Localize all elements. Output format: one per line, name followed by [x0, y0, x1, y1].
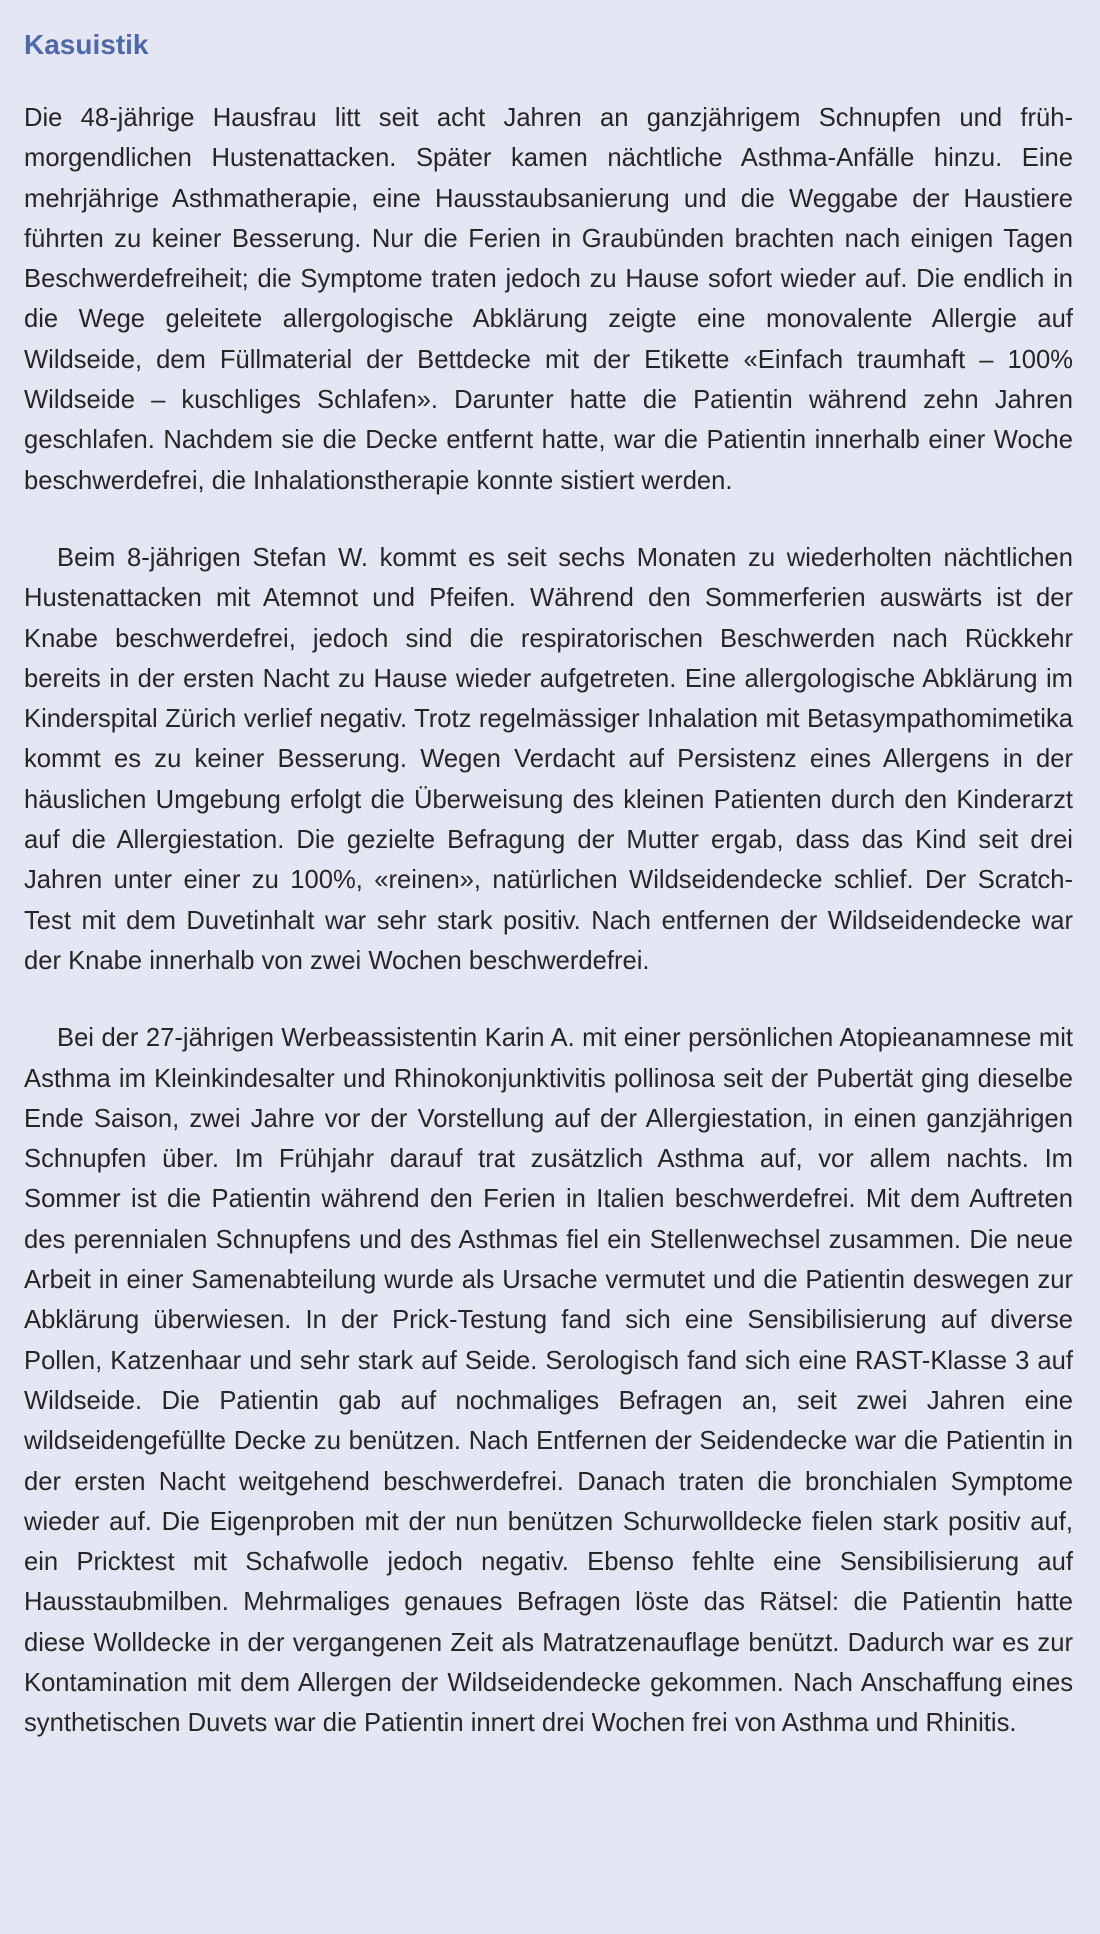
case-paragraph-3: Bei der 27-jährigen Werbeassistentin Karin A. mit einer persönlichen Atopieanamnese mit Asthma im Kleinkindesalter und Rhinokonjunktivitis pollinosa seit der Pubertät ging dieselbe Ende Saison, zwei Jahre vor der Vorstellung auf der Allergiestation, in einen ganzjährigen Schnupfen über. Im Frühjahr darauf trat zusätzlich Asthma auf, vor allem nachts. Im Sommer ist die Patientin während den Ferien in Italien beschwerdefrei. Mit dem Auftreten des perennialen Schnupfens und des Asthmas fiel ein Stellenwechsel zusammen. Die neue Arbeit in einer Samenabteilung wurde als Ursache vermutet und die Patientin deswegen zur Abklärung überwiesen. In der Prick-Testung fand sich eine Sensibilisierung auf diverse Pollen, Katzenhaar und sehr stark auf Seide. Serologisch fand sich eine RAST-Klasse 3 auf Wildseide. Die Patientin gab auf nochmaliges Befragen an, seit zwei Jahren eine wildseidengefüllte Decke zu benützen. Nach Entfernen der Seidendecke war die Patientin in der ersten Nacht weitgehend beschwerdefrei. Danach traten die bronchialen Symptome wieder auf. Die Eigenproben mit der nun benützen Schurwolldecke fielen stark positiv auf, ein Pricktest mit Schafwolle jedoch negativ. Ebenso fehlte eine Sensibilisierung auf Hausstaubmilben. Mehrmaliges genaues Befragen löste das Rätsel: die Patientin hatte diese Wolldecke in der vergangenen Zeit als Matratzenauflage benützt. Dadurch war es zur Kontamination mit dem Allergen der Wildseidendecke gekommen. Nach Anschaffung eines synthetischen Duvets war die Patientin innert drei Wochen frei von Asthma und Rhinitis.	[24, 1024, 1073, 1738]
paragraph-spacer	[24, 501, 1073, 538]
paragraph-spacer	[24, 981, 1073, 1018]
case-paragraph-2: Beim 8-jährigen Stefan W. kommt es seit sechs Monaten zu wiederholten nächtlichen Hustenattacken mit Atemnot und Pfeifen. Während den Sommerferien auswärts ist der Knabe beschwerdefrei, jedoch sind die respiratorischen Beschwerden nach Rückkehr bereits in der ersten Nacht zu Hause wieder aufgetreten. Eine allergologische Abklärung im Kinderspital Zürich verlief negativ. Trotz regelmässiger Inhalation mit Betasympathomimetika kommt es zu keiner Besserung. Wegen Verdacht auf Persistenz eines Allergens in der häuslichen Umgebung erfolgt die Überweisung des kleinen Patienten durch den Kinderarzt auf die Allergiestation. Die gezielte Befragung der Mutter ergab, dass das Kind seit drei Jahren unter einer zu 100%, «reinen», natürlichen Wildseidendecke schlief. Der Scratch-Test mit dem Duvetinhalt war sehr stark positiv. Nach entfernen der Wildseidendecke war der Knabe innerhalb von zwei Wochen beschwerdefrei.	[24, 543, 1073, 975]
case-paragraph-1: Die 48-jährige Hausfrau litt seit acht Jahren an ganzjährigem Schnupfen und frühmorgendlichen Hustenattacken. Später kamen nächtliche Asthma-Anfälle hinzu. Eine mehrjährige Asthmatherapie, eine Hausstaubsanierung und die Weggabe der Haustiere führten zu keiner Besserung. Nur die Ferien in Graubünden brachten nach einigen Tagen Beschwerdefreiheit; die Symptome traten jedoch zu Hause sofort wieder auf. Die endlich in die Wege geleitete allergologische Abklärung zeigte eine monovalente Allergie auf Wildseide, dem Füllmaterial der Bettdecke mit der Etikette «Einfach traumhaft – 100% Wildseide – kuschliges Schlafen». Darunter hatte die Patientin während zehn Jahren geschlafen. Nachdem sie die Decke entfernt hatte, war die Patientin innerhalb einer Woche beschwerdefrei, die Inhalationstherapie konnte sistiert werden.	[24, 104, 1073, 495]
section-heading: Kasuistik	[24, 29, 149, 60]
